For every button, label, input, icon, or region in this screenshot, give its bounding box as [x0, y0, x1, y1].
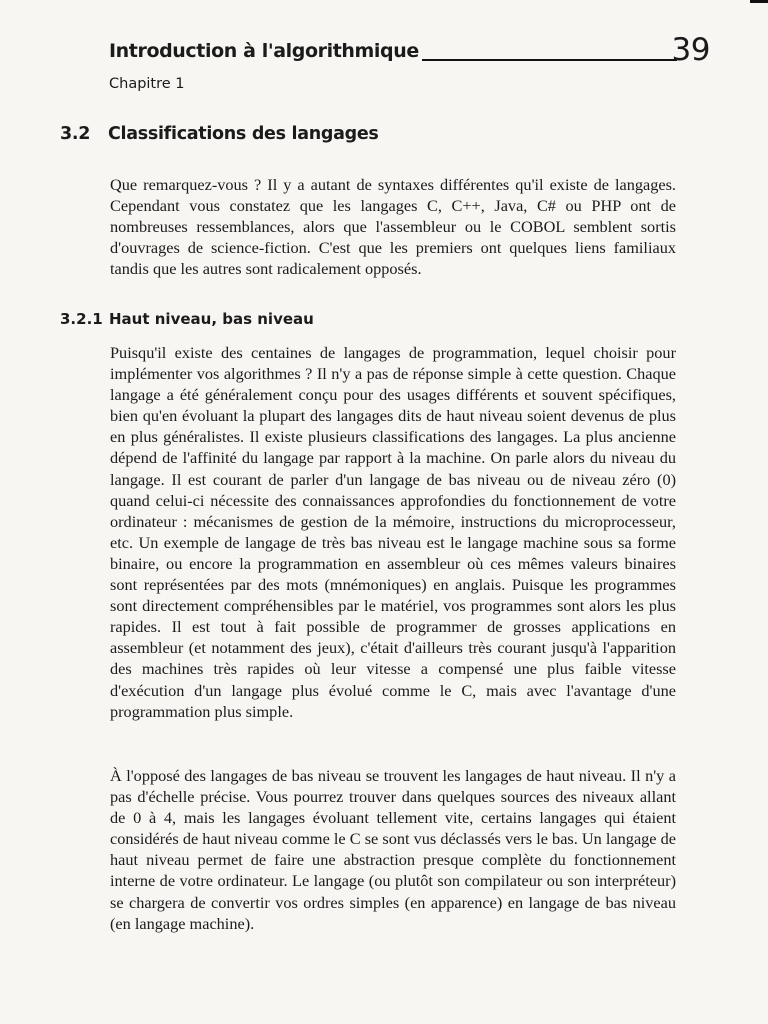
section-title: Classifications des langages — [108, 124, 379, 144]
chapter-label: Chapitre 1 — [109, 76, 185, 92]
section-heading — [60, 124, 379, 144]
subsection-number: 3.2.1 — [60, 310, 103, 328]
section-number: 3.2 — [60, 124, 91, 144]
book-title: Introduction à l'algorithmique — [109, 40, 419, 62]
subsection-title: Haut niveau, bas niveau — [109, 310, 314, 328]
paragraph-2: Puisqu'il existe des centaines de langages de programmation, lequel choisir pour implémenter vos algorithmes ? Il n'y a pas de réponse simple à cette question. Chaque langage a été généralement conçu pour des usages différents et souvent spécifiques, bien qu'en évoluant la plupart des langages dits de haut niveau soient devenus de plus en plus généralistes. Il existe plusieurs classifications des langages. La plus ancienne dépend de l'affinité du langage par rapport à la machine. On parle alors du niveau du langage. Il est courant de parler d'un langage de bas niveau ou de niveau zéro (0) quand celui-ci nécessite des connaissances approfondies du fonctionnement de votre ordinateur : mécanismes de gestion de la mémoire, instructions du microprocesseur, etc. Un exemple de langage de très bas niveau est le langage machine sous sa forme binaire, ou encore la programmation en assembleur où ces mêmes valeurs binaires sont représentées par des mots (mnémoniques) en anglais. Puisque les programmes sont directement compréhensibles par le matériel, vos programmes sont alors les plus rapides. Il est tout à fait possible de programmer de grosses applications en assembleur (et notamment des jeux), c'était d'ailleurs très courant jusqu'à l'apparition des machines très rapides où leur vitesse a compensé une plus faible vitesse d'exécution d'un langage plus évolué comme le C, mais avec l'avantage d'une programmation plus simple. — [110, 343, 676, 721]
paragraph-1: Que remarquez-vous ? Il y a autant de syntaxes différentes qu'il existe de langages. Cependant vous constatez que les langages C, C++, Java, C# ou PHP ont de nombreuses ressemblances, alors que l'assembleur ou le COBOL semblent sortis d'ouvrages de science-fiction. C'est que les premiers ont quelques liens familiaux tandis que les autres sont radicalement opposés. — [110, 175, 676, 279]
scan-edge-mark — [750, 0, 768, 3]
header-rule — [422, 59, 677, 61]
page-number: 39 — [671, 32, 710, 68]
paragraph-3: À l'opposé des langages de bas niveau se trouvent les langages de haut niveau. Il n'y a pas d'échelle précise. Vous pourrez trouver dans quelques sources des niveaux allant de 0 à 4, mais les langages évoluant tellement vite, certains langages qui étaient considérés de haut niveau comme le C se sont vus déclassés vers le bas. Un langage de haut niveau permet de faire une abstraction presque complète du fonctionnement interne de votre ordinateur. Le langage (ou plutôt son compilateur ou son interpréteur) se chargera de convertir vos ordres simples (en apparence) en langage de bas niveau (en langage machine). — [110, 766, 676, 933]
subsection-heading — [60, 310, 314, 328]
